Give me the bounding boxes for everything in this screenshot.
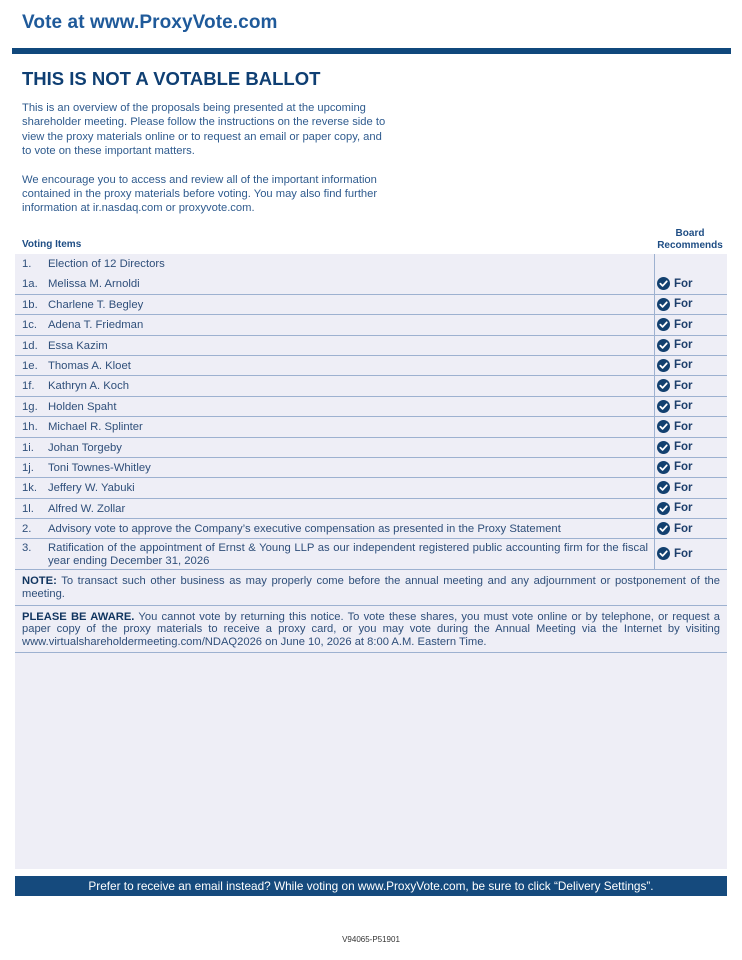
item-label: Essa Kazim <box>48 339 108 352</box>
check-circle-icon <box>657 298 670 311</box>
check-circle-icon <box>657 547 670 560</box>
item-number: 1i. <box>22 441 34 454</box>
voting-item-row <box>15 356 727 376</box>
item-number: 1g. <box>22 400 38 413</box>
voting-item-row <box>15 499 727 519</box>
recommendation-label: For <box>674 441 693 454</box>
board-recommendation <box>657 420 693 433</box>
board-recommendation <box>657 547 693 560</box>
item-number: 1b. <box>22 298 38 311</box>
item-number: 1f. <box>22 380 35 393</box>
recommendation-label: For <box>674 481 693 494</box>
check-circle-icon <box>657 379 670 392</box>
item-label: Adena T. Friedman <box>48 319 144 332</box>
column-divider <box>654 458 655 478</box>
recommendation-label: For <box>674 400 693 413</box>
board-recommendation <box>657 441 693 454</box>
header-divider <box>12 48 731 54</box>
check-circle-icon <box>657 502 670 515</box>
recommendation-label: For <box>674 277 693 290</box>
item-label: Michael R. Splinter <box>48 421 143 434</box>
board-recommendation <box>657 379 693 392</box>
board-recommendation <box>657 359 693 372</box>
column-divider <box>654 397 655 417</box>
intro-text <box>22 101 387 230</box>
column-divider <box>654 519 655 539</box>
aware-text: You cannot vote by returning this notice. To vote these shares, you must vote online or by telephone, or request a paper copy of the proxy materials to receive a proxy card, or you may vote during the Annual Meeting via the Internet by visiting www.virtualshareholdermeeting.com/NDAQ2026 on June 10, 2026 at 8:00 A.M. Eastern Time. <box>22 610 720 648</box>
check-circle-icon <box>657 318 670 331</box>
voting-item-row <box>15 274 727 294</box>
item-label: Holden Spaht <box>48 400 117 413</box>
check-circle-icon <box>657 461 670 474</box>
recommendation-label: For <box>674 339 693 352</box>
item-number: 3. <box>22 542 32 555</box>
column-divider <box>654 499 655 519</box>
column-divider <box>654 336 655 356</box>
check-circle-icon <box>657 481 670 494</box>
item-label: Ratification of the appointment of Ernst & Young LLP as our independent registered public accounting firm for the fiscal year ending December 31, 2026 <box>48 542 648 567</box>
delivery-settings-banner: Prefer to receive an email instead? While voting on www.ProxyVote.com, be sure to click “Delivery Settings”. <box>15 876 727 896</box>
check-circle-icon <box>657 400 670 413</box>
intro-paragraph-1: This is an overview of the proposals being presented at the upcoming shareholder meeting. Please follow the instructions on the reverse side to view the proxy materials online or to request an email or paper copy, and to vote on these important matters. <box>22 102 386 158</box>
item-label: Kathryn A. Koch <box>48 380 130 393</box>
check-circle-icon <box>657 277 670 290</box>
column-divider <box>654 376 655 396</box>
item-number: 2. <box>22 523 32 536</box>
voting-item-row <box>15 417 727 437</box>
note-section <box>15 570 727 605</box>
item-label: Jeffery W. Yabuki <box>48 482 135 495</box>
item-label: Election of 12 Directors <box>48 258 165 270</box>
board-recommendation <box>657 339 693 352</box>
voting-item-row <box>15 539 727 570</box>
item-label: Thomas A. Kloet <box>48 359 131 372</box>
recommendation-label: For <box>674 359 693 372</box>
voting-items-header: Voting Items <box>22 239 82 250</box>
recommendation-label: For <box>674 379 693 392</box>
column-divider <box>654 438 655 458</box>
item-number: 1h. <box>22 421 38 434</box>
column-divider <box>654 274 655 294</box>
aware-label: PLEASE BE AWARE. <box>22 610 135 623</box>
voting-item-row <box>15 254 727 274</box>
item-number: 1k. <box>22 482 38 495</box>
board-recommendation <box>657 400 693 413</box>
voting-item-row <box>15 438 727 458</box>
voting-item-row <box>15 519 727 539</box>
voting-item-row <box>15 376 727 396</box>
check-circle-icon <box>657 420 670 433</box>
note-text: To transact such other business as may properly come before the annual meeting and any adjournment or postponement of the meeting. <box>22 575 720 601</box>
check-circle-icon <box>657 522 670 535</box>
board-recommendation <box>657 502 693 515</box>
recommendation-label: For <box>674 298 693 311</box>
item-number: 1. <box>22 258 32 270</box>
item-label: Melissa M. Arnoldi <box>48 278 140 291</box>
recommendation-label: For <box>674 502 693 515</box>
item-number: 1l. <box>22 502 34 515</box>
page-title: THIS IS NOT A VOTABLE BALLOT <box>22 68 321 89</box>
column-divider <box>654 356 655 376</box>
board-recommendation <box>657 277 693 290</box>
column-divider <box>654 254 655 275</box>
voting-item-row <box>15 315 727 335</box>
recommendation-label: For <box>674 522 693 535</box>
board-recommendation <box>657 522 693 535</box>
column-divider <box>654 417 655 437</box>
board-recommendation <box>657 481 693 494</box>
document-code: V94065-P51901 <box>342 935 400 944</box>
voting-items-table <box>15 254 727 653</box>
column-divider <box>654 539 655 570</box>
item-number: 1e. <box>22 359 38 372</box>
intro-paragraph-2: We encourage you to access and review all of the important information contained in the proxy materials before voting. You may also find further information at ir.nasdaq.com or proxyvote.com. <box>22 173 378 215</box>
check-circle-icon <box>657 359 670 372</box>
voting-item-row <box>15 478 727 498</box>
column-divider <box>654 478 655 498</box>
column-divider <box>654 295 655 315</box>
item-number: 1a. <box>22 278 38 291</box>
voting-item-row <box>15 458 727 478</box>
board-recommendation <box>657 298 693 311</box>
note-label: NOTE: <box>22 575 57 588</box>
item-label: Advisory vote to approve the Company’s executive compensation as presented in the Proxy Statement <box>48 523 561 536</box>
recommendation-label: For <box>674 420 693 433</box>
item-label: Johan Torgeby <box>48 441 122 454</box>
recommendation-label: For <box>674 318 693 331</box>
board-recommends-line1: Board <box>675 228 705 239</box>
please-be-aware-section <box>15 606 727 654</box>
recommendation-label: For <box>674 547 693 560</box>
item-label: Charlene T. Begley <box>48 298 144 311</box>
header-title: Vote at www.ProxyVote.com <box>22 12 278 33</box>
voting-item-row <box>15 336 727 356</box>
item-number: 1c. <box>22 319 38 332</box>
item-number: 1d. <box>22 339 38 352</box>
voting-item-row <box>15 295 727 315</box>
item-number: 1j. <box>22 461 34 474</box>
recommendation-label: For <box>674 461 693 474</box>
board-recommends-header <box>652 228 728 251</box>
item-label: Toni Townes-Whitley <box>48 461 151 474</box>
item-label: Alfred W. Zollar <box>48 502 126 515</box>
board-recommends-line2: Recommends <box>657 239 723 251</box>
check-circle-icon <box>657 339 670 352</box>
board-recommendation <box>657 461 693 474</box>
voting-item-row <box>15 397 727 417</box>
column-divider <box>654 315 655 335</box>
board-recommendation <box>657 318 693 331</box>
check-circle-icon <box>657 441 670 454</box>
